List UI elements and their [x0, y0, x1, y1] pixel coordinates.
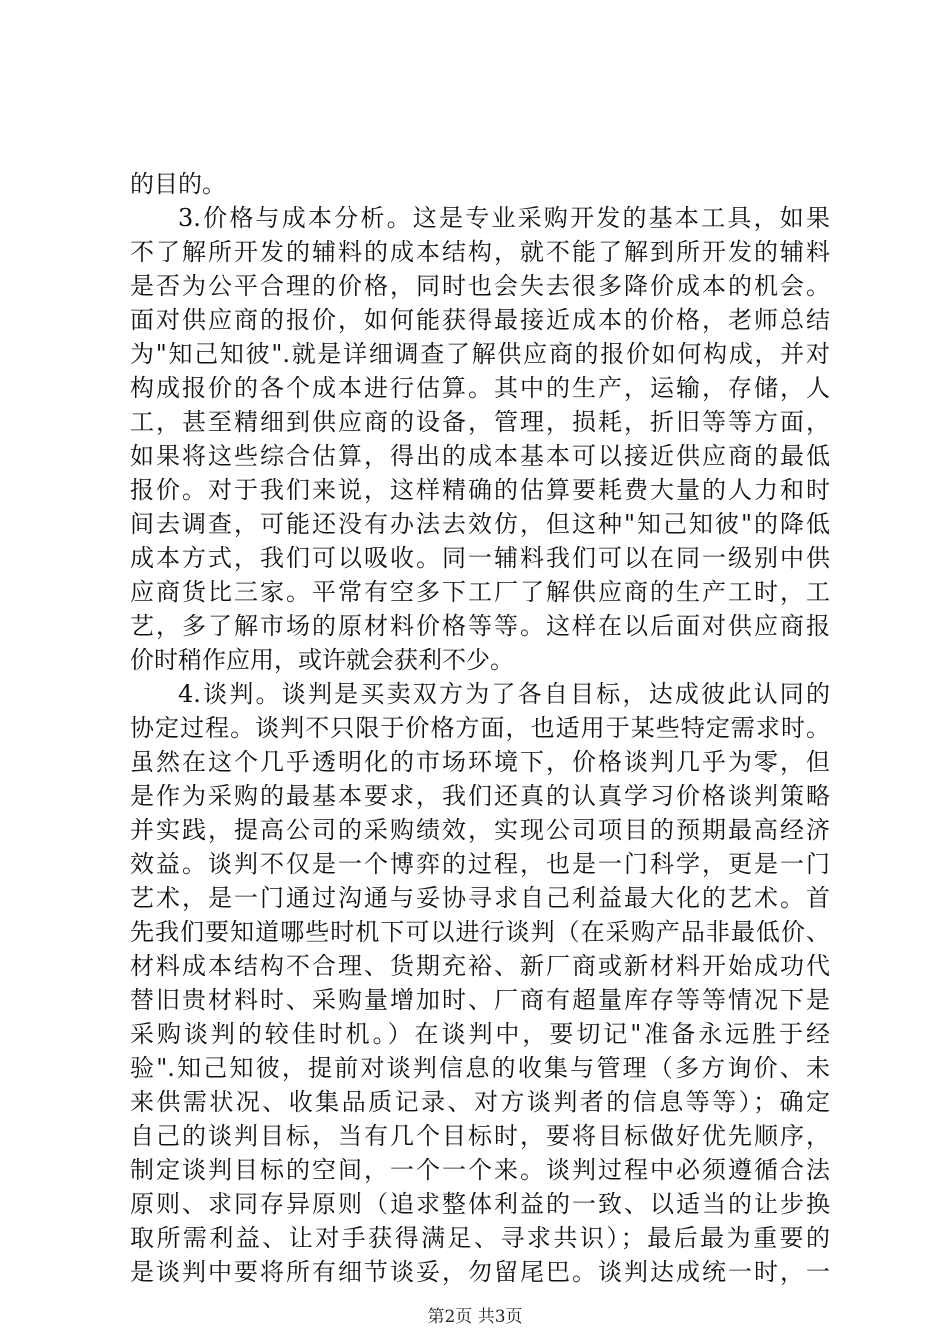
text-line: 自己的谈判目标，当有几个目标时，要将目标做好优先顺序，	[130, 1122, 830, 1150]
text-line: 协定过程。谈判不只限于价格方面，也适用于某些特定需求时。	[130, 714, 830, 742]
text-line: 如果将这些综合估算，得出的成本基本可以接近供应商的最低	[130, 442, 830, 470]
text-line: 材料成本结构不合理、货期充裕、新厂商或新材料开始成功代	[130, 952, 830, 980]
text-line: 制定谈判目标的空间，一个一个来。谈判过程中必须遵循合法	[130, 1156, 830, 1184]
text-line: 艺，多了解市场的原材料价格等等。这样在以后面对供应商报	[130, 612, 830, 640]
text-line: 采购谈判的较佳时机。）在谈判中，要切记"准备永远胜于经	[130, 1020, 830, 1048]
text-line: 不了解所开发的辅料的成本结构，就不能了解到所开发的辅料	[130, 238, 830, 266]
text-line: 虽然在这个几乎透明化的市场环境下，价格谈判几乎为零，但	[130, 748, 830, 776]
text-line: 3.价格与成本分析。这是专业采购开发的基本工具，如果	[178, 204, 830, 232]
text-line: 面对供应商的报价，如何能获得最接近成本的价格，老师总结	[130, 306, 830, 334]
text-line: 4.谈判。谈判是买卖双方为了各自目标，达成彼此认同的	[178, 680, 830, 708]
text-line: 工，甚至精细到供应商的设备，管理，损耗，折旧等等方面，	[130, 408, 830, 436]
text-line: 并实践，提高公司的采购绩效，实现公司项目的预期最高经济	[130, 816, 830, 844]
text-line: 效益。谈判不仅是一个博弈的过程，也是一门科学，更是一门	[130, 850, 830, 878]
text-line: 先我们要知道哪些时机下可以进行谈判（在采购产品非最低价、	[130, 918, 830, 946]
text-line: 报价。对于我们来说，这样精确的估算要耗费大量的人力和时	[130, 476, 830, 504]
text-line: 构成报价的各个成本进行估算。其中的生产，运输，存储，人	[130, 374, 830, 402]
text-line: 取所需利益、让对手获得满足、寻求共识）；最后最为重要的	[130, 1224, 830, 1252]
text-line: 间去调查，可能还没有办法去效仿，但这种"知己知彼"的降低	[130, 510, 830, 538]
text-line: 为"知己知彼".就是详细调查了解供应商的报价如何构成，并对	[130, 340, 830, 368]
page-number-footer: 第2页 共3页	[427, 1307, 523, 1327]
text-line: 是谈判中要将所有细节谈妥，勿留尾巴。谈判达成统一时，一	[130, 1258, 830, 1286]
text-line: 艺术，是一门通过沟通与妥协寻求自己利益最大化的艺术。首	[130, 884, 830, 912]
text-line: 来供需状况、收集品质记录、对方谈判者的信息等等）；确定	[130, 1088, 830, 1116]
text-line: 验".知己知彼，提前对谈判信息的收集与管理（多方询价、未	[130, 1054, 830, 1082]
text-line: 应商货比三家。平常有空多下工厂了解供应商的生产工时，工	[130, 578, 830, 606]
text-line: 成本方式，我们可以吸收。同一辅料我们可以在同一级别中供	[130, 544, 830, 572]
text-line: 是否为公平合理的价格，同时也会失去很多降价成本的机会。	[130, 272, 830, 300]
text-line: 替旧贵材料时、采购量增加时、厂商有超量库存等等情况下是	[130, 986, 830, 1014]
text-line: 价时稍作应用，或许就会获利不少。	[130, 646, 514, 674]
text-line: 原则、求同存异原则（追求整体利益的一致、以适当的让步换	[130, 1190, 830, 1218]
text-line: 的目的。	[130, 170, 226, 198]
text-line: 是作为采购的最基本要求，我们还真的认真学习价格谈判策略	[130, 782, 830, 810]
